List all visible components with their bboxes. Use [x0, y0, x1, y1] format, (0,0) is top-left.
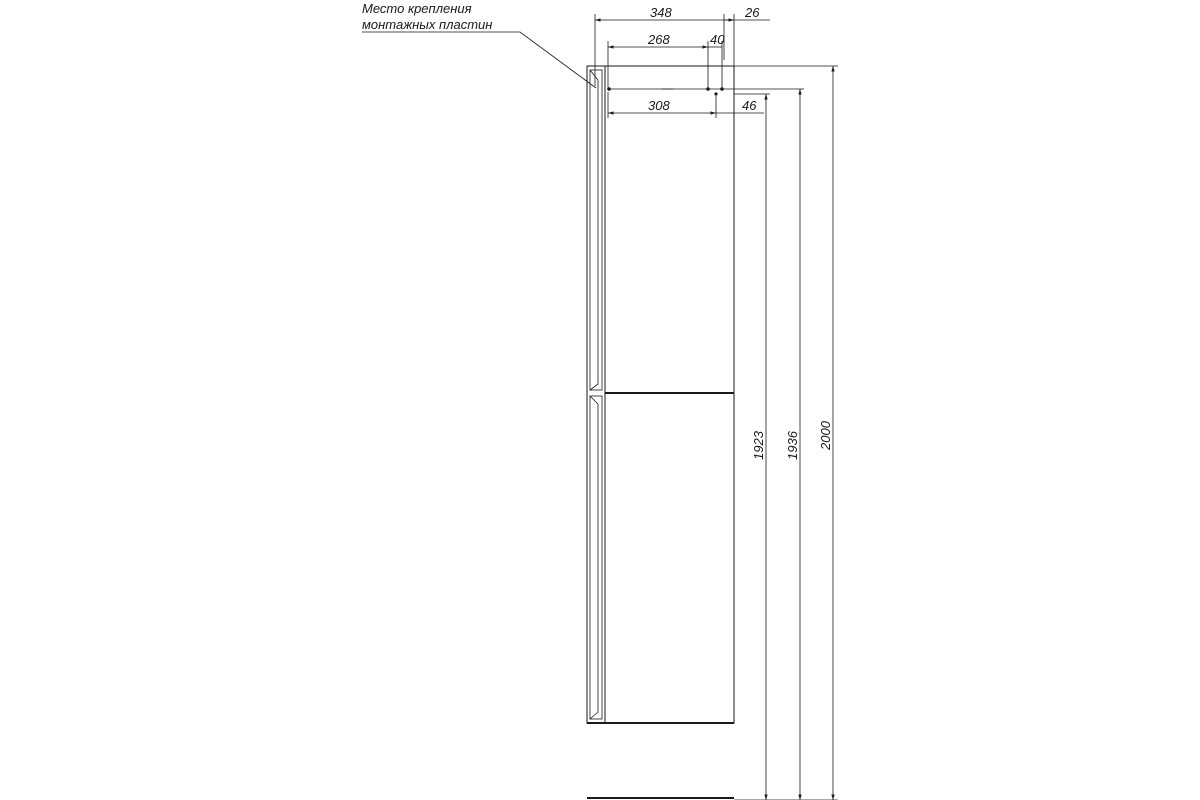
dim-label-308: 308	[648, 98, 670, 113]
mounting-plate-holes	[607, 87, 800, 95]
dim-label-46: 46	[742, 98, 757, 113]
dim-label-268: 268	[648, 32, 670, 47]
dim-label-2000: 2000	[818, 421, 833, 450]
dim-label-348: 348	[650, 5, 672, 20]
dim-label-1923: 1923	[751, 431, 766, 460]
dim-label-1936: 1936	[785, 431, 800, 460]
dim-label-26: 26	[745, 5, 760, 20]
side-panel	[587, 66, 605, 723]
cabinet-front	[587, 66, 734, 723]
callout-label-line2: монтажных пластин	[362, 17, 493, 32]
callout-leader-line	[362, 32, 596, 88]
callout-label-line1: Место крепления	[362, 1, 472, 16]
dim-label-40: 40	[710, 32, 725, 47]
